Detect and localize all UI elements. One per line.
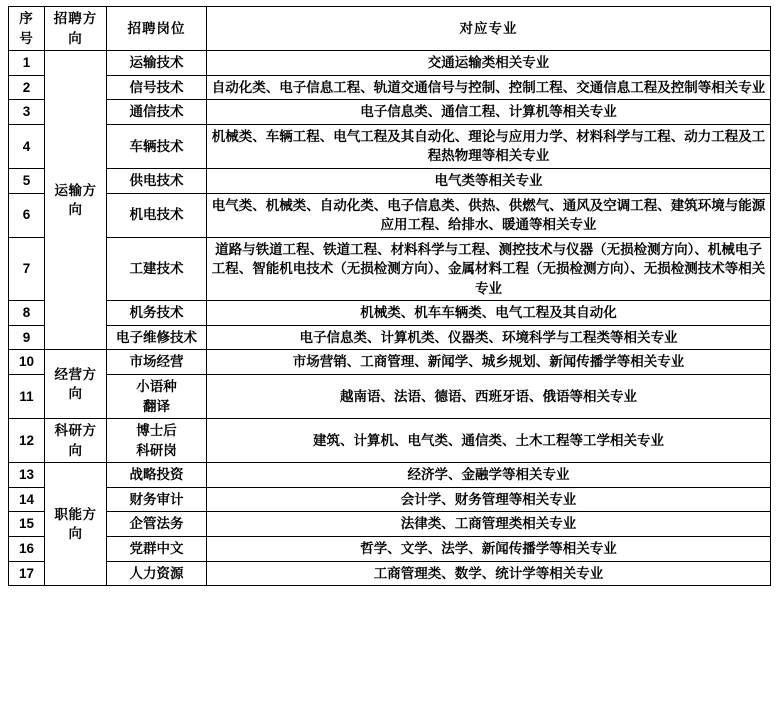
cell-number: 15 xyxy=(9,512,45,537)
table-row xyxy=(9,75,771,100)
cell-direction: 职能方向 xyxy=(45,463,107,586)
cell-number: 14 xyxy=(9,487,45,512)
table-row xyxy=(9,124,771,168)
cell-post: 工建技术 xyxy=(107,237,207,301)
cell-number: 9 xyxy=(9,325,45,350)
cell-post: 供电技术 xyxy=(107,168,207,193)
cell-number: 8 xyxy=(9,301,45,326)
cell-post: 人力资源 xyxy=(107,561,207,586)
cell-number: 10 xyxy=(9,350,45,375)
cell-major: 电气类、机械类、自动化类、电子信息类、供热、供燃气、通风及空调工程、建筑环境与能源应用工程、给排水、暖通等相关专业 xyxy=(207,193,771,237)
table-row xyxy=(9,419,771,463)
cell-number: 5 xyxy=(9,168,45,193)
cell-major: 交通运输类相关专业 xyxy=(207,51,771,76)
cell-post: 运输技术 xyxy=(107,51,207,76)
table-header-row xyxy=(9,7,771,51)
table-row xyxy=(9,512,771,537)
table-row xyxy=(9,51,771,76)
cell-number: 6 xyxy=(9,193,45,237)
cell-major: 越南语、法语、德语、西班牙语、俄语等相关专业 xyxy=(207,375,771,419)
cell-direction: 运输方向 xyxy=(45,51,107,350)
table-row xyxy=(9,168,771,193)
header-direction: 招聘方向 xyxy=(45,7,107,51)
cell-number: 4 xyxy=(9,124,45,168)
cell-post: 机务技术 xyxy=(107,301,207,326)
table-row xyxy=(9,375,771,419)
header-number: 序号 xyxy=(9,7,45,51)
table-row xyxy=(9,301,771,326)
cell-number: 12 xyxy=(9,419,45,463)
cell-major: 法律类、工商管理类相关专业 xyxy=(207,512,771,537)
table-row xyxy=(9,193,771,237)
cell-post: 机电技术 xyxy=(107,193,207,237)
cell-major: 工商管理类、数学、统计学等相关专业 xyxy=(207,561,771,586)
cell-post: 党群中文 xyxy=(107,536,207,561)
cell-number: 17 xyxy=(9,561,45,586)
table-row xyxy=(9,463,771,488)
cell-post: 企管法务 xyxy=(107,512,207,537)
cell-post: 财务审计 xyxy=(107,487,207,512)
cell-major: 电子信息类、计算机类、仪器类、环境科学与工程类等相关专业 xyxy=(207,325,771,350)
cell-number: 11 xyxy=(9,375,45,419)
cell-post: 通信技术 xyxy=(107,100,207,125)
cell-post: 小语种 翻译 xyxy=(107,375,207,419)
cell-number: 2 xyxy=(9,75,45,100)
header-major: 对应专业 xyxy=(207,7,771,51)
table-row xyxy=(9,100,771,125)
cell-major: 会计学、财务管理等相关专业 xyxy=(207,487,771,512)
table-row xyxy=(9,561,771,586)
cell-major: 机械类、车辆工程、电气工程及其自动化、理论与应用力学、材料科学与工程、动力工程及工程热物理等相关专业 xyxy=(207,124,771,168)
cell-direction: 经营方向 xyxy=(45,350,107,419)
cell-number: 13 xyxy=(9,463,45,488)
table-row xyxy=(9,237,771,301)
cell-major: 道路与铁道工程、铁道工程、材料科学与工程、测控技术与仪器（无损检测方向）、机械电子工程、智能机电技术（无损检测方向）、金属材料工程（无损检测方向）、无损检测技术等相关专业 xyxy=(207,237,771,301)
cell-post: 电子维修技术 xyxy=(107,325,207,350)
recruitment-table xyxy=(8,6,771,586)
table-row xyxy=(9,487,771,512)
table-row xyxy=(9,325,771,350)
cell-post: 信号技术 xyxy=(107,75,207,100)
table-row xyxy=(9,350,771,375)
cell-major: 市场营销、工商管理、新闻学、城乡规划、新闻传播学等相关专业 xyxy=(207,350,771,375)
cell-number: 7 xyxy=(9,237,45,301)
cell-number: 3 xyxy=(9,100,45,125)
cell-direction: 科研方向 xyxy=(45,419,107,463)
cell-major: 建筑、计算机、电气类、通信类、土木工程等工学相关专业 xyxy=(207,419,771,463)
cell-major: 自动化类、电子信息工程、轨道交通信号与控制、控制工程、交通信息工程及控制等相关专业 xyxy=(207,75,771,100)
cell-major: 电气类等相关专业 xyxy=(207,168,771,193)
cell-major: 机械类、机车车辆类、电气工程及其自动化 xyxy=(207,301,771,326)
cell-post: 博士后 科研岗 xyxy=(107,419,207,463)
cell-major: 电子信息类、通信工程、计算机等相关专业 xyxy=(207,100,771,125)
cell-post: 市场经营 xyxy=(107,350,207,375)
cell-major: 经济学、金融学等相关专业 xyxy=(207,463,771,488)
cell-number: 1 xyxy=(9,51,45,76)
cell-post: 车辆技术 xyxy=(107,124,207,168)
header-post: 招聘岗位 xyxy=(107,7,207,51)
cell-major: 哲学、文学、法学、新闻传播学等相关专业 xyxy=(207,536,771,561)
table-row xyxy=(9,536,771,561)
table-body xyxy=(9,51,771,586)
cell-post: 战略投资 xyxy=(107,463,207,488)
cell-number: 16 xyxy=(9,536,45,561)
